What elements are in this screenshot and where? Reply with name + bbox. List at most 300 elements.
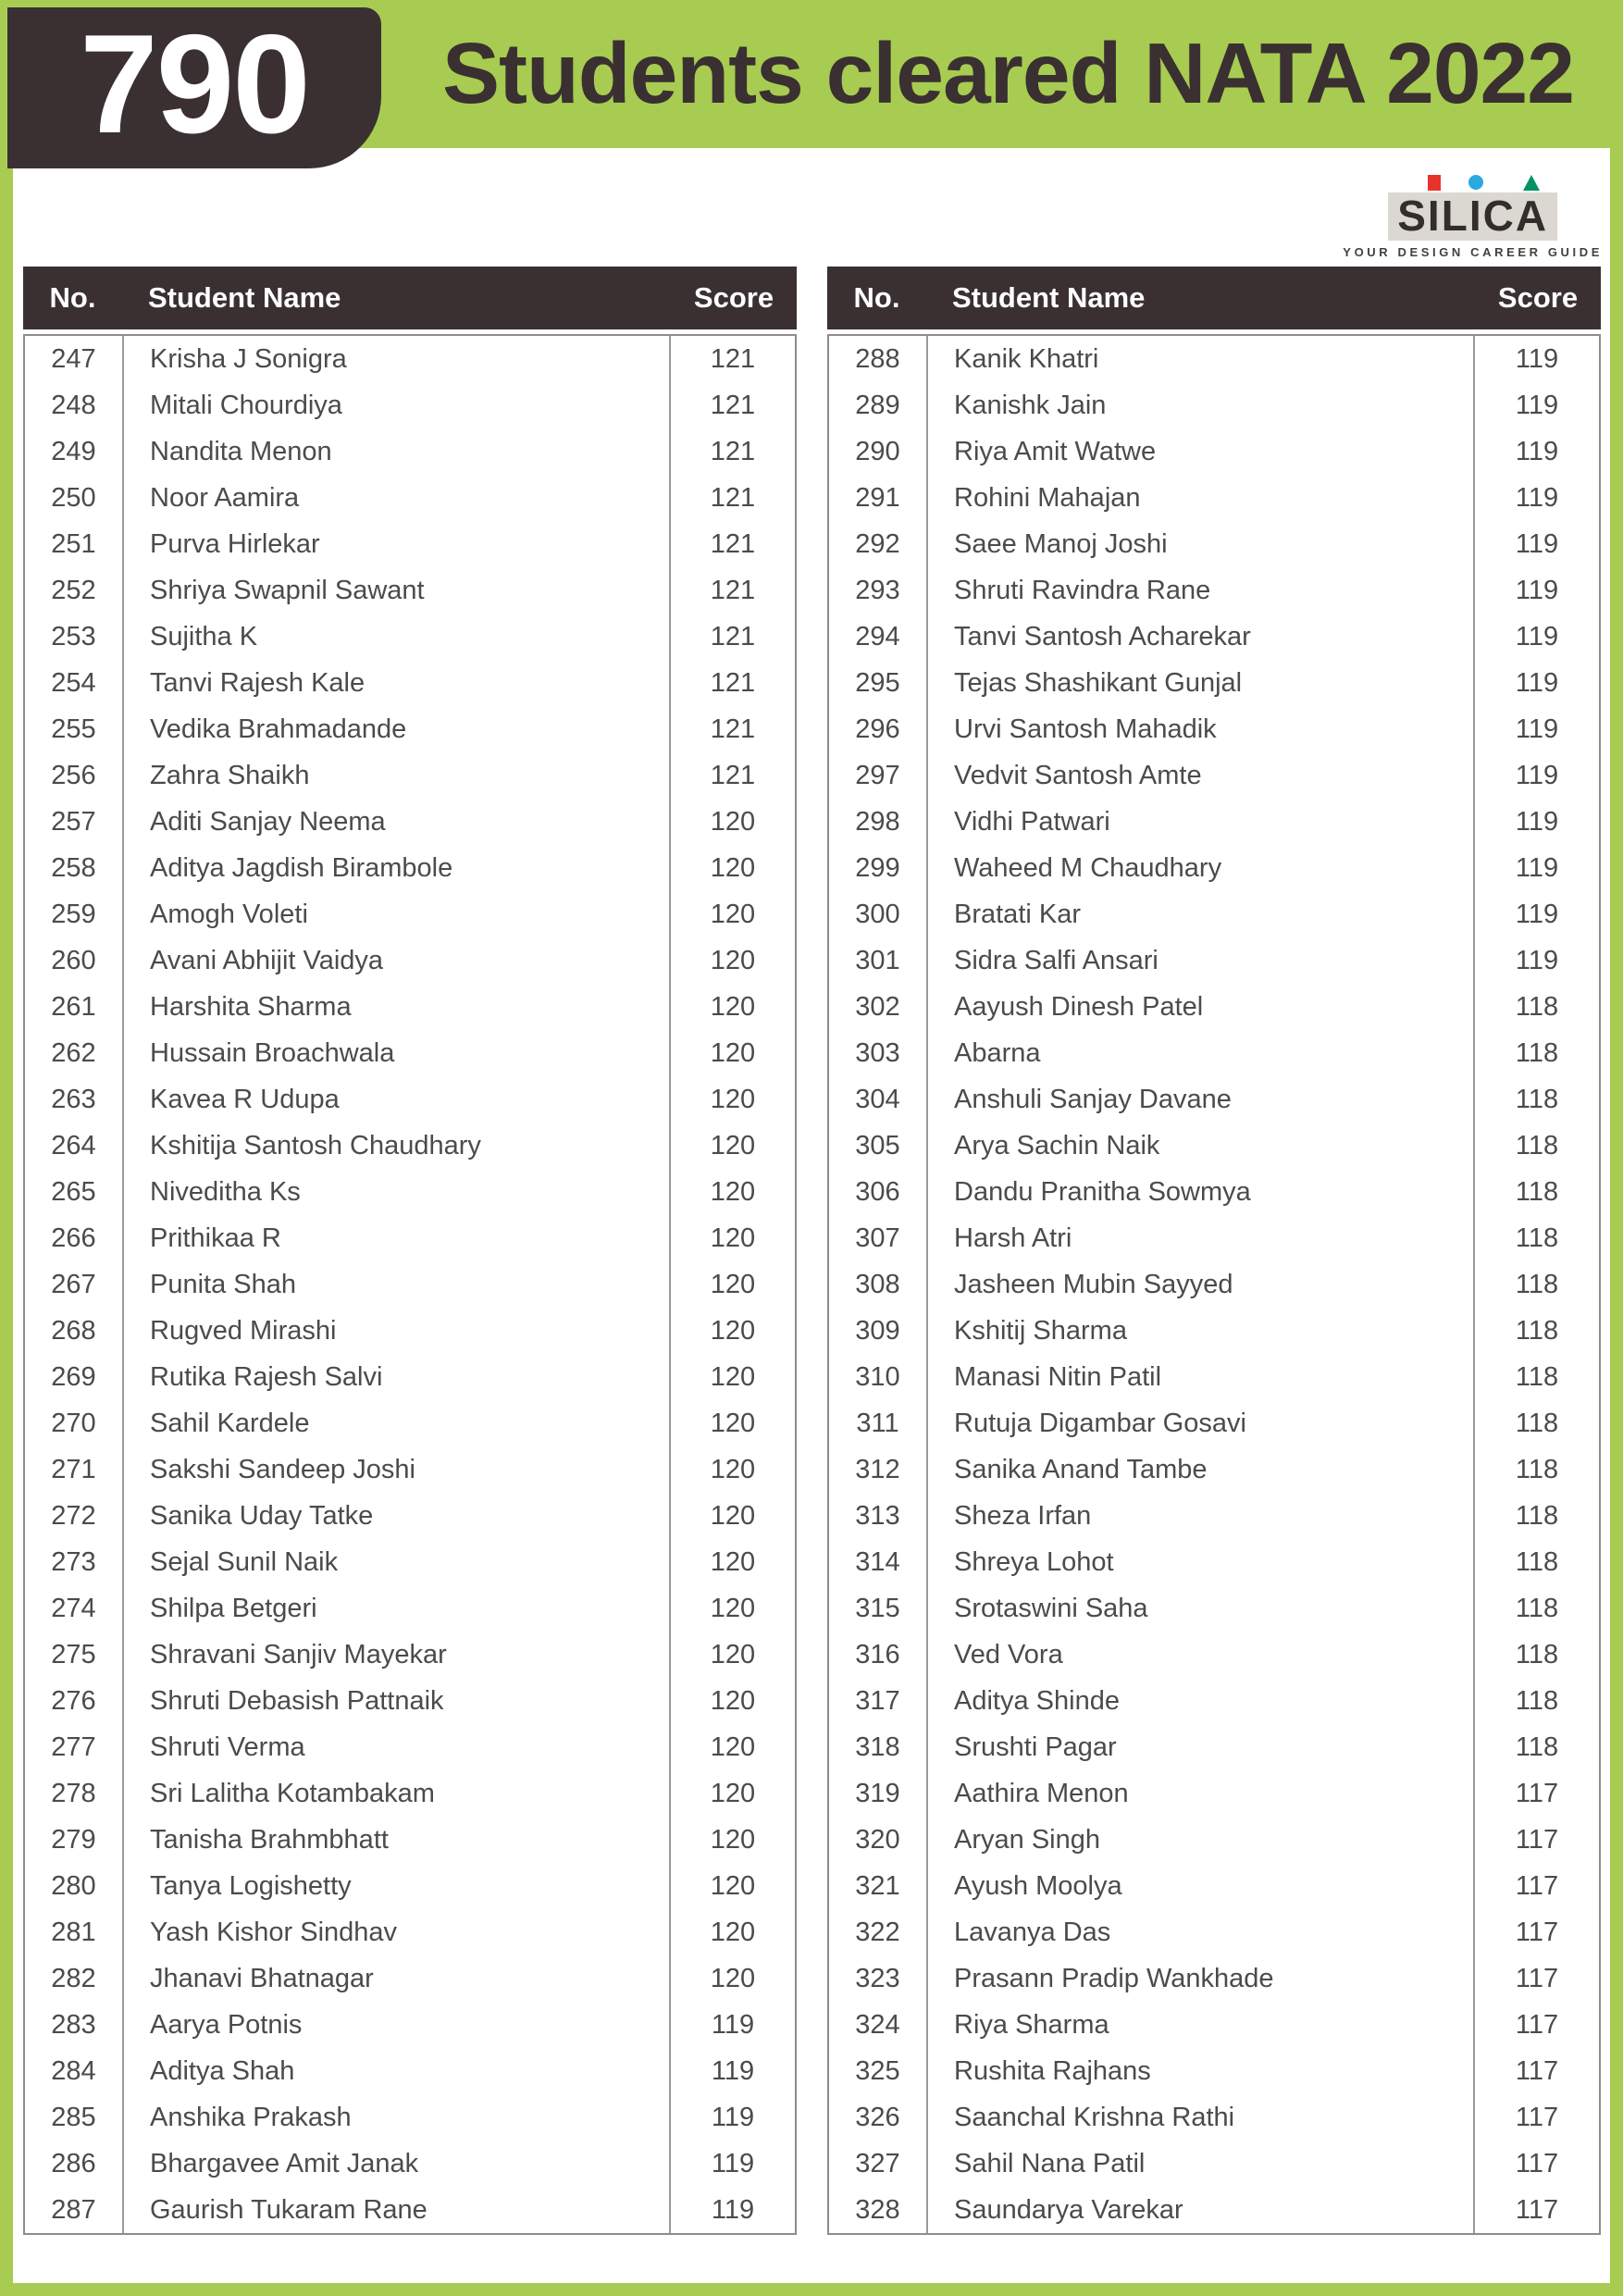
student-name: Aditya Shinde: [926, 1678, 1475, 1724]
triangle-accent-icon: [1523, 175, 1540, 191]
row-number: 314: [855, 1546, 900, 1577]
column-header-score: Score: [693, 281, 774, 314]
student-name: Rutika Rajesh Salvi: [122, 1354, 671, 1400]
row-number: 289: [855, 390, 900, 420]
logo-letter: C: [1482, 192, 1516, 240]
student-score: 118: [1515, 1685, 1559, 1716]
table-row: [25, 1030, 795, 1076]
table-row: [829, 1308, 1599, 1354]
student-score: 120: [710, 1408, 756, 1438]
student-name: Shravani Sanjiv Mayekar: [122, 1632, 671, 1678]
student-score: 118: [1515, 1130, 1559, 1160]
table-row: [829, 336, 1599, 382]
row-number: 286: [51, 2148, 96, 2178]
student-name: Aathira Menon: [926, 1770, 1475, 1817]
student-score: 119: [711, 2102, 755, 2132]
table-row: [25, 891, 795, 937]
row-number: 264: [51, 1130, 96, 1160]
student-score: 120: [710, 1917, 756, 1947]
row-number: 302: [855, 991, 900, 1022]
student-name: Srushti Pagar: [926, 1724, 1475, 1770]
student-name: Saundarya Varekar: [926, 2187, 1475, 2233]
student-name: Saanchal Krishna Rathi: [926, 2094, 1475, 2141]
table-row: [25, 1585, 795, 1632]
student-name: Arya Sachin Naik: [926, 1123, 1475, 1169]
table-row: [829, 984, 1599, 1030]
student-score: 120: [710, 1870, 756, 1901]
student-score: 120: [710, 945, 756, 975]
row-number: 292: [855, 528, 900, 559]
row-number: 251: [51, 528, 96, 559]
student-name: Shriya Swapnil Sawant: [122, 567, 671, 614]
students-count: 790: [80, 6, 309, 163]
student-score: 119: [1515, 714, 1559, 744]
student-score: 119: [711, 2148, 755, 2178]
student-name: Sidra Salfi Ansari: [926, 937, 1475, 984]
row-number: 325: [855, 2055, 900, 2086]
student-score: 120: [710, 1546, 756, 1577]
logo-letter: I: [1428, 194, 1442, 237]
student-name: Kavea R Udupa: [122, 1076, 671, 1123]
student-name: Sanika Uday Tatke: [122, 1493, 671, 1539]
student-name: Mitali Chourdiya: [122, 382, 671, 428]
table-row: [25, 1955, 795, 2002]
row-number: 296: [855, 714, 900, 744]
student-name: Zahra Shaikh: [122, 752, 671, 799]
student-name: Kshitija Santosh Chaudhary: [122, 1123, 671, 1169]
table-row: [829, 382, 1599, 428]
student-score: 118: [1515, 1454, 1559, 1484]
row-number: 265: [51, 1176, 96, 1207]
student-score: 118: [1515, 1500, 1559, 1531]
table-row: [25, 1400, 795, 1446]
row-number: 276: [51, 1685, 96, 1716]
student-name: Saee Manoj Joshi: [926, 521, 1475, 567]
table-row: [829, 475, 1599, 521]
row-number: 257: [51, 806, 96, 837]
student-name: Vedvit Santosh Amte: [926, 752, 1475, 799]
student-name: Sanika Anand Tambe: [926, 1446, 1475, 1493]
table-row: [829, 2141, 1599, 2187]
student-score: 120: [710, 1176, 756, 1207]
student-score: 120: [710, 1963, 756, 1993]
row-number: 315: [855, 1593, 900, 1623]
row-number: 305: [855, 1130, 900, 1160]
row-number: 309: [855, 1315, 900, 1346]
logo-letter: S: [1397, 192, 1428, 240]
student-name: Prasann Pradip Wankhade: [926, 1955, 1475, 2002]
student-score: 120: [710, 1130, 756, 1160]
row-number: 269: [51, 1361, 96, 1392]
student-score: 118: [1515, 1176, 1559, 1207]
student-score: 120: [710, 1269, 756, 1299]
table-row: [829, 706, 1599, 752]
student-score: 119: [1515, 621, 1559, 652]
student-name: Jasheen Mubin Sayyed: [926, 1261, 1475, 1308]
student-name: Aayush Dinesh Patel: [926, 984, 1475, 1030]
table-row: [829, 1169, 1599, 1215]
student-name: Tanya Logishetty: [122, 1863, 671, 1909]
student-name: Kanishk Jain: [926, 382, 1475, 428]
table-row: [25, 799, 795, 845]
row-number: 311: [856, 1408, 899, 1438]
student-score: 118: [1515, 1037, 1559, 1068]
student-score: 121: [710, 621, 756, 652]
student-name: Ved Vora: [926, 1632, 1475, 1678]
table-row: [25, 1215, 795, 1261]
table-row: [25, 1354, 795, 1400]
student-score: 119: [711, 2055, 755, 2086]
row-number: 318: [855, 1731, 900, 1762]
silica-logo: [1343, 192, 1603, 259]
student-name: Shruti Debasish Pattnaik: [122, 1678, 671, 1724]
student-score: 120: [710, 1500, 756, 1531]
row-number: 322: [855, 1917, 900, 1947]
row-number: 274: [51, 1593, 96, 1623]
table-row: [25, 660, 795, 706]
student-score: 121: [710, 760, 756, 790]
student-score: 121: [710, 482, 756, 513]
student-score: 121: [710, 390, 756, 420]
student-name: Lavanya Das: [926, 1909, 1475, 1955]
row-number: 306: [855, 1176, 900, 1207]
student-score: 118: [1515, 1084, 1559, 1114]
student-score: 117: [1515, 1870, 1559, 1901]
table-body: [827, 334, 1601, 2235]
row-number: 278: [51, 1778, 96, 1808]
student-name: Tanisha Brahmbhatt: [122, 1817, 671, 1863]
student-name: Sejal Sunil Naik: [122, 1539, 671, 1585]
student-score: 121: [710, 436, 756, 466]
column-header-no: No.: [853, 281, 900, 314]
row-number: 283: [51, 2009, 96, 2040]
circle-accent-icon: [1468, 175, 1483, 190]
student-score: 121: [710, 343, 756, 374]
student-score: 119: [1515, 436, 1559, 466]
student-score: 119: [1515, 575, 1559, 605]
table-row: [25, 2002, 795, 2048]
square-accent-icon: [1428, 175, 1441, 191]
table-row: [829, 1261, 1599, 1308]
row-number: 256: [51, 760, 96, 790]
student-name: Ayush Moolya: [926, 1863, 1475, 1909]
table-row: [25, 2048, 795, 2094]
row-number: 320: [855, 1824, 900, 1855]
table-row: [25, 1770, 795, 1817]
student-name: Amogh Voleti: [122, 891, 671, 937]
row-number: 275: [51, 1639, 96, 1669]
student-name: Shreya Lohot: [926, 1539, 1475, 1585]
row-number: 288: [855, 343, 900, 374]
row-number: 258: [51, 852, 96, 883]
row-number: 285: [51, 2102, 96, 2132]
table-row: [829, 937, 1599, 984]
row-number: 268: [51, 1315, 96, 1346]
student-name: Nandita Menon: [122, 428, 671, 475]
student-score: 118: [1515, 1269, 1559, 1299]
column-header-no: No.: [49, 281, 96, 314]
table-row: [829, 1817, 1599, 1863]
student-score: 117: [1515, 2148, 1559, 2178]
student-score: 119: [1515, 806, 1559, 837]
student-name: Kshitij Sharma: [926, 1308, 1475, 1354]
student-name: Sri Lalitha Kotambakam: [122, 1770, 671, 1817]
student-score: 118: [1515, 1593, 1559, 1623]
row-number: 310: [855, 1361, 900, 1392]
table-row: [829, 614, 1599, 660]
table-row: [25, 845, 795, 891]
student-name: Sheza Irfan: [926, 1493, 1475, 1539]
table-row: [829, 1955, 1599, 2002]
table-row: [829, 845, 1599, 891]
row-number: 272: [51, 1500, 96, 1531]
student-score: 117: [1515, 2055, 1559, 2086]
student-score: 119: [711, 2009, 755, 2040]
table-row: [25, 1261, 795, 1308]
logo-letter: L: [1441, 192, 1469, 240]
row-number: 273: [51, 1546, 96, 1577]
table-row: [25, 1678, 795, 1724]
column-header-score: Score: [1497, 281, 1579, 314]
student-name: Waheed M Chaudhary: [926, 845, 1475, 891]
student-name: Abarna: [926, 1030, 1475, 1076]
row-number: 249: [51, 436, 96, 466]
row-number: 327: [855, 2148, 900, 2178]
row-number: 253: [51, 621, 96, 652]
student-name: Rugved Mirashi: [122, 1308, 671, 1354]
table-row: [829, 1863, 1599, 1909]
student-score: 118: [1515, 1222, 1559, 1253]
student-score: 117: [1515, 2194, 1559, 2225]
logo-letter: I: [1469, 194, 1483, 237]
table-row: [25, 937, 795, 984]
table-row: [25, 2094, 795, 2141]
row-number: 326: [855, 2102, 900, 2132]
student-name: Sahil Kardele: [122, 1400, 671, 1446]
row-number: 271: [51, 1454, 96, 1484]
column-header-name: Student Name: [952, 281, 1146, 314]
student-score: 120: [710, 1454, 756, 1484]
column-header-name: Student Name: [148, 281, 341, 314]
table-row: [25, 2187, 795, 2233]
student-name: Shruti Verma: [122, 1724, 671, 1770]
row-number: 281: [51, 1917, 96, 1947]
student-score: 118: [1515, 1315, 1559, 1346]
row-number: 291: [855, 482, 900, 513]
row-number: 299: [855, 852, 900, 883]
student-name: Rutuja Digambar Gosavi: [926, 1400, 1475, 1446]
student-name: Aditi Sanjay Neema: [122, 799, 671, 845]
student-score: 120: [710, 1222, 756, 1253]
student-score: 120: [710, 1084, 756, 1114]
student-name: Sahil Nana Patil: [926, 2141, 1475, 2187]
student-name: Avani Abhijit Vaidya: [122, 937, 671, 984]
student-score: 120: [710, 1361, 756, 1392]
table-row: [829, 428, 1599, 475]
student-name: Srotaswini Saha: [926, 1585, 1475, 1632]
student-score: 120: [710, 1037, 756, 1068]
table-row: [829, 1400, 1599, 1446]
table-row: [25, 1076, 795, 1123]
silica-logo-tagline: YOUR DESIGN CAREER GUIDE: [1343, 245, 1603, 259]
table-row: [25, 1909, 795, 1955]
row-number: 266: [51, 1222, 96, 1253]
student-score: 120: [710, 806, 756, 837]
row-number: 308: [855, 1269, 900, 1299]
student-name: Vedika Brahmadande: [122, 706, 671, 752]
student-name: Vidhi Patwari: [926, 799, 1475, 845]
student-name: Punita Shah: [122, 1261, 671, 1308]
student-score: 120: [710, 899, 756, 929]
row-number: 260: [51, 945, 96, 975]
table-row: [25, 1493, 795, 1539]
row-number: 294: [855, 621, 900, 652]
row-number: 313: [855, 1500, 900, 1531]
student-name: Tanvi Santosh Acharekar: [926, 614, 1475, 660]
row-number: 297: [855, 760, 900, 790]
table-row: [829, 660, 1599, 706]
row-number: 262: [51, 1037, 96, 1068]
student-score: 118: [1515, 1639, 1559, 1669]
row-number: 321: [855, 1870, 900, 1901]
row-number: 303: [855, 1037, 900, 1068]
student-score: 120: [710, 1315, 756, 1346]
student-score: 119: [1515, 667, 1559, 698]
table-body: [23, 334, 797, 2235]
row-number: 255: [51, 714, 96, 744]
student-score: 120: [710, 1824, 756, 1855]
student-name: Anshika Prakash: [122, 2094, 671, 2141]
student-name: Rushita Rajhans: [926, 2048, 1475, 2094]
student-name: Sakshi Sandeep Joshi: [122, 1446, 671, 1493]
table-row: [25, 382, 795, 428]
student-name: Riya Sharma: [926, 2002, 1475, 2048]
student-name: Dandu Pranitha Sowmya: [926, 1169, 1475, 1215]
student-score: 121: [710, 575, 756, 605]
table-row: [829, 567, 1599, 614]
table-row: [25, 1539, 795, 1585]
student-name: Aditya Shah: [122, 2048, 671, 2094]
student-score: 117: [1515, 1963, 1559, 1993]
table-row: [829, 1770, 1599, 1817]
student-score: 117: [1515, 1824, 1559, 1855]
table-row: [829, 1493, 1599, 1539]
row-number: 263: [51, 1084, 96, 1114]
student-score: 121: [710, 528, 756, 559]
student-score: 118: [1515, 1361, 1559, 1392]
row-number: 270: [51, 1408, 96, 1438]
student-name: Harsh Atri: [926, 1215, 1475, 1261]
table-row: [829, 1123, 1599, 1169]
row-number: 317: [855, 1685, 900, 1716]
student-score: 121: [710, 714, 756, 744]
table-row: [25, 567, 795, 614]
student-score: 118: [1515, 991, 1559, 1022]
row-number: 290: [855, 436, 900, 466]
student-score: 118: [1515, 1546, 1559, 1577]
row-number: 282: [51, 1963, 96, 1993]
table-row: [829, 891, 1599, 937]
student-score: 118: [1515, 1731, 1559, 1762]
table-row: [25, 521, 795, 567]
table-row: [25, 752, 795, 799]
table-header: [23, 267, 797, 329]
student-name: Anshuli Sanjay Davane: [926, 1076, 1475, 1123]
student-name: Bhargavee Amit Janak: [122, 2141, 671, 2187]
row-number: 287: [51, 2194, 96, 2225]
student-name: Shilpa Betgeri: [122, 1585, 671, 1632]
table-row: [829, 1354, 1599, 1400]
student-score: 119: [711, 2194, 755, 2225]
row-number: 247: [51, 343, 96, 374]
row-number: 300: [855, 899, 900, 929]
student-name: Purva Hirlekar: [122, 521, 671, 567]
row-number: 248: [51, 390, 96, 420]
student-name: Bratati Kar: [926, 891, 1475, 937]
student-score: 120: [710, 1731, 756, 1762]
student-name: Urvi Santosh Mahadik: [926, 706, 1475, 752]
row-number: 298: [855, 806, 900, 837]
table-row: [829, 799, 1599, 845]
student-name: Kanik Khatri: [926, 336, 1475, 382]
table-row: [829, 1632, 1599, 1678]
student-score: 117: [1515, 2102, 1559, 2132]
table-row: [25, 1169, 795, 1215]
student-score: 117: [1515, 1778, 1559, 1808]
row-number: 261: [51, 991, 96, 1022]
table-row: [829, 1539, 1599, 1585]
row-number: 324: [855, 2009, 900, 2040]
student-name: Riya Amit Watwe: [926, 428, 1475, 475]
table-row: [25, 475, 795, 521]
student-name: Tejas Shashikant Gunjal: [926, 660, 1475, 706]
row-number: 259: [51, 899, 96, 929]
table-row: [25, 428, 795, 475]
table-row: [25, 614, 795, 660]
student-score: 119: [1515, 343, 1559, 374]
row-number: 316: [855, 1639, 900, 1669]
table-row: [829, 1678, 1599, 1724]
row-number: 312: [855, 1454, 900, 1484]
row-number: 304: [855, 1084, 900, 1114]
student-name: Noor Aamira: [122, 475, 671, 521]
table-row: [829, 521, 1599, 567]
student-name: Yash Kishor Sindhav: [122, 1909, 671, 1955]
student-score: 120: [710, 1593, 756, 1623]
student-name: Hussain Broachwala: [122, 1030, 671, 1076]
logo-letter: A: [1516, 194, 1548, 237]
table-row: [25, 1123, 795, 1169]
row-number: 319: [855, 1778, 900, 1808]
student-name: Gaurish Tukaram Rane: [122, 2187, 671, 2233]
row-number: 279: [51, 1824, 96, 1855]
student-score: 117: [1515, 2009, 1559, 2040]
table-row: [25, 1863, 795, 1909]
student-name: Aditya Jagdish Birambole: [122, 845, 671, 891]
student-name: Tanvi Rajesh Kale: [122, 660, 671, 706]
table-row: [25, 1308, 795, 1354]
results-table-left: [23, 267, 797, 2235]
student-score: 120: [710, 1639, 756, 1669]
row-number: 284: [51, 2055, 96, 2086]
table-row: [829, 1585, 1599, 1632]
student-score: 119: [1515, 528, 1559, 559]
row-number: 293: [855, 575, 900, 605]
table-row: [829, 1215, 1599, 1261]
student-score: 120: [710, 1778, 756, 1808]
student-score: 119: [1515, 945, 1559, 975]
student-score: 119: [1515, 899, 1559, 929]
